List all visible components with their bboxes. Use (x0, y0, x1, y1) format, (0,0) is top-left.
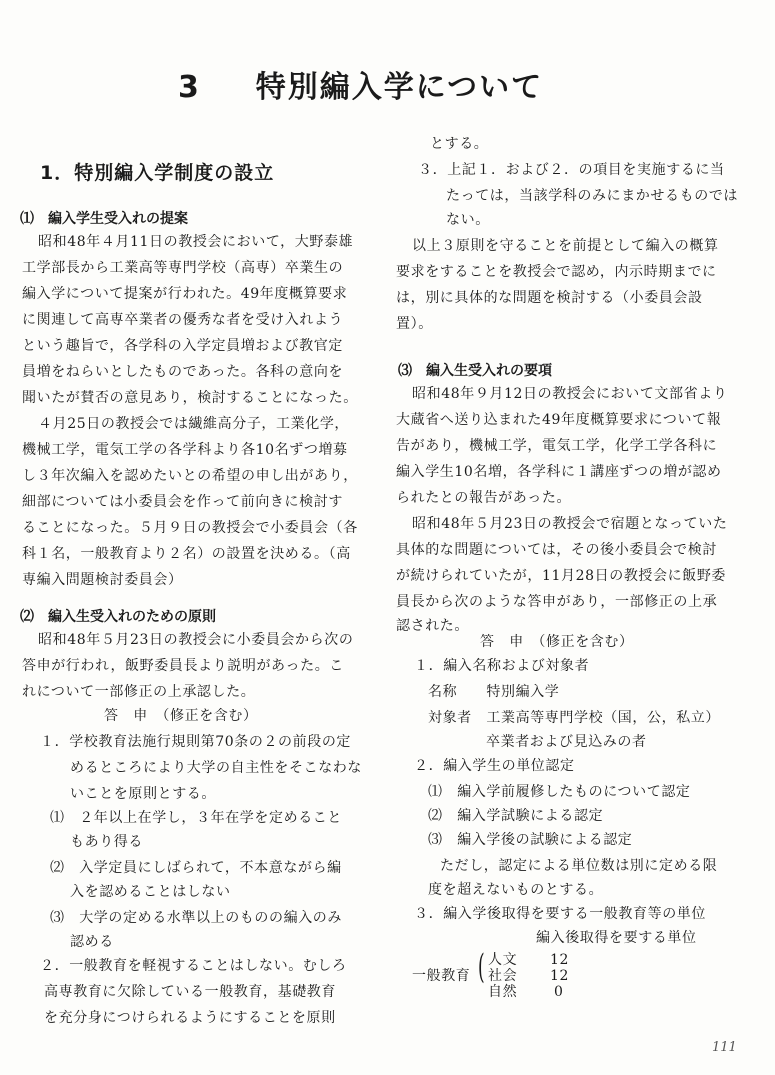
list-item: ⑴ 編入学前履修したものについて認定 (428, 784, 691, 800)
paragraph-line: 編入学生10名増，各学科に１講座ずつの増が認め (396, 464, 722, 480)
paragraph-line: 大蔵省へ送り込まれた49年度概算要求について報 (396, 412, 722, 428)
credit-value: 12 (550, 968, 570, 984)
credit-subject: 自然 (488, 984, 518, 1000)
list-item: ⑶ 編入学後の試験による認定 (428, 832, 633, 848)
paragraph-line: 要求をすることを教授会で認め，内示時期までに (396, 264, 717, 280)
paragraph-line: 聞いたが賛否の意見あり，検討することになった。 (22, 390, 358, 406)
paragraph-line: 工学部長から工業高等専門学校（高専）卒業生の (22, 260, 344, 276)
list-item: たっては，当該学科のみにまかせるものでは (446, 188, 738, 204)
paragraph-line: ４月25日の教授会では繊維高分子，工業化学， (38, 416, 350, 432)
list-item: とする。 (430, 136, 489, 152)
credit-row (488, 968, 517, 984)
page-title (178, 62, 543, 106)
subsection-heading-1: ⑴ 編入学生受入れの提案 (20, 211, 188, 227)
paragraph-line: られたとの報告があった。 (396, 490, 572, 506)
list-item: １．学校教育法施行規則第70条の２の前段の定 (40, 734, 352, 750)
paragraph-line: 答申が行われ，飯野委員長より説明があった。こ (22, 658, 344, 674)
paragraph-line: 専編入問題検討委員会） (22, 572, 183, 588)
credit-table-heading: 編入後取得を要する単位 (536, 930, 697, 946)
list-item: ⑴ ２年以上在学し，３年在学を定めること (50, 810, 342, 826)
credit-subject: 人文 (488, 952, 518, 968)
brace-mark: ( (478, 947, 485, 987)
subsection-heading-3: ⑶ 編入生受入れの要項 (398, 363, 552, 379)
title-text: 特別編入学について (255, 70, 544, 105)
paragraph-line: 認された。 (396, 618, 469, 634)
paragraph-line: という趣旨で，各学科の入学定員増および教官定 (22, 338, 343, 354)
page-number: 111 (712, 1040, 737, 1055)
list-item: 入を認めることはしない (70, 884, 231, 900)
paragraph-line: 員増をねらいとしたものであった。各科の意向を (22, 364, 344, 380)
paragraph-line: ることになった。５月９日の教授会で小委員会（各 (22, 520, 358, 536)
list-item: ３．上記１．および２．の項目を実施するに当 (418, 162, 725, 178)
subsection-heading-2: ⑵ 編入生受入れのための原則 (20, 609, 216, 625)
paragraph-line: 員長から次のような答申があり，一部修正の上承 (396, 594, 718, 610)
paragraph-line: れについて一部修正の上承認した。 (22, 684, 256, 700)
list-item: １．編入名称および対象者 (414, 658, 590, 674)
paragraph-line: が続けられていたが，11月28日の教授会に飯野委 (396, 568, 727, 584)
list-item: いことを原則とする。 (70, 786, 216, 802)
list-item: 名称 特別編入学 (428, 684, 560, 700)
paragraph-line: 具体的な問題については，その後小委員会で検討 (396, 542, 717, 558)
list-item: もあり得る (70, 834, 143, 850)
paragraph-line: 昭和48年４月11日の教授会において，大野泰雄 (38, 234, 354, 250)
list-item: ⑵ 入学定員にしばられて，不本意ながら編 (50, 860, 342, 876)
list-item: 卒業者および見込みの者 (486, 734, 647, 750)
answer-heading: 答 申 （修正を含む） (104, 708, 258, 724)
paragraph-line: し３年次編入を認めたいとの希望の申し出があり， (22, 468, 358, 484)
paragraph-line: 機械工学，電気工学の各学科より各10名ずつ増募 (22, 442, 348, 458)
credit-value: 12 (550, 952, 570, 968)
answer-heading: 答 申 （修正を含む） (480, 634, 634, 650)
list-item: ⑵ 編入学試験による認定 (428, 808, 604, 824)
credit-row (488, 984, 517, 1000)
paragraph-line: に関連して高専卒業者の優秀な者を受け入れよう (22, 312, 344, 328)
paragraph-line: 告があり，機械工学，電気工学，化学工学各科に (396, 438, 718, 454)
paragraph-line: 細部については小委員会を作って前向きに検討す (22, 494, 343, 510)
list-item: ない。 (446, 212, 490, 228)
list-item: ３．編入学後取得を要する一般教育等の単位 (414, 906, 706, 922)
paragraph-line: 置）。 (396, 316, 433, 332)
paragraph-line: 以上３原則を守ることを前提として編入の概算 (412, 238, 719, 254)
paragraph-line: 昭和48年９月12日の教授会において文部省より (412, 386, 728, 402)
paragraph-line: は，別に具体的な問題を検討する（小委員会設 (396, 290, 703, 306)
paragraph-line: 科１名，一般教育より２名）の設置を決める。（高 (22, 546, 351, 562)
list-item: 高専教育に欠除している一般教育，基礎教育 (44, 984, 336, 1000)
credit-value: 0 (554, 984, 564, 1000)
credit-row (488, 952, 517, 968)
list-item: ２．編入学生の単位認定 (414, 758, 575, 774)
list-item: ⑶ 大学の定める水準以上のものの編入のみ (50, 910, 342, 926)
list-item: 度を超えないものとする。 (428, 882, 604, 898)
list-item: ２．一般教育を軽視することはしない。むしろ (40, 958, 347, 974)
paragraph-line: 昭和48年５月23日の教授会に小委員会から次の (38, 632, 354, 648)
list-item: 対象者 工業高等専門学校（国，公，私立） (428, 710, 720, 726)
list-item: を充分身につけられるようにすることを原則 (44, 1010, 336, 1026)
title-number: 3 (178, 70, 201, 105)
paragraph-line: 昭和48年５月23日の教授会で宿題となっていた (412, 516, 728, 532)
credit-subject: 社会 (488, 968, 518, 984)
list-item: ただし，認定による単位数は別に定める限 (440, 858, 718, 874)
section-heading: 1．特別編入学制度の設立 (40, 162, 275, 184)
paragraph-line: 編入学について提案が行われた。49年度概算要求 (22, 286, 348, 302)
credit-group-label: 一般教育 (412, 968, 471, 984)
list-item: 認める (70, 934, 114, 950)
list-item: めるところにより大学の自主性をそこなわな (70, 760, 362, 776)
